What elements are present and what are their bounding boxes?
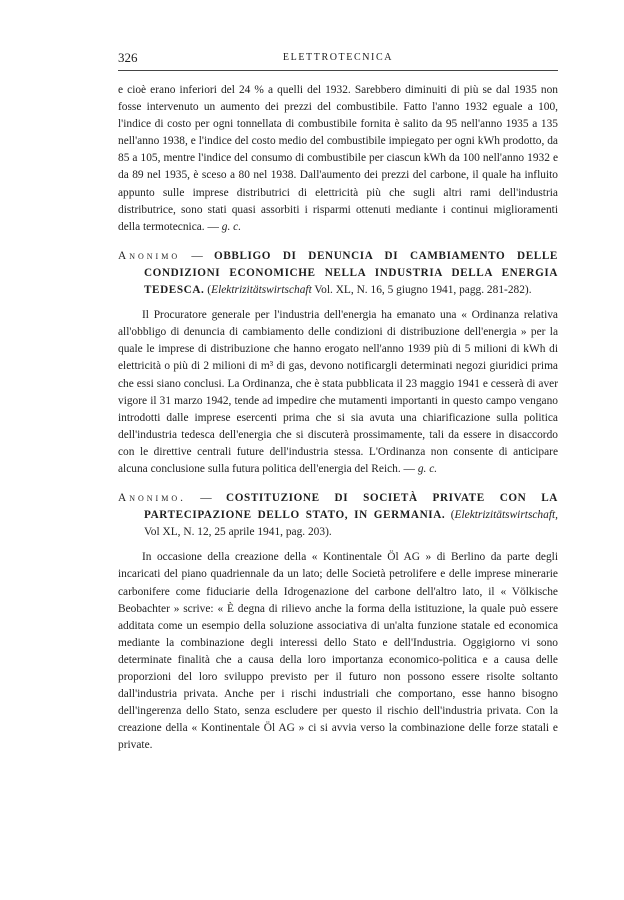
abstract-text-2: [118, 549, 558, 754]
abstract-source-2: Vol XL, N. 12, 25 aprile 1941, pag. 203).: [144, 526, 332, 539]
abstract-text-1: [118, 307, 558, 478]
article-body: [118, 82, 558, 754]
abstract-heading-2: Anonimo. — COSTITUZIONE DI SOCIETÀ PRIVATE CON LA PARTECIPAZIONE DELLO STATO, IN GERMANIA. (Elektrizitätswirtschaft, Vol XL, N. 12, 25 aprile 1941, pag. 203).: [118, 492, 558, 539]
continuation-paragraph: [118, 82, 558, 236]
continuation-text: e cioè erano inferiori del 24 % a quelli del 1932. Sarebbero diminuiti di più se dal 1935 non fosse intervenuto un aumento dei prezzi del combustibile. Fatto l'anno 1932 eguale a 100, l'indice di costo per ogni tonnellata di combustibile fornita è salito da 95 nell'anno 1935 a 135 nell'anno 1938, e l'indice del costo medio del combustibile impiegato per ogni kWh prodotto, da 85 a 105, mentre l'indice del consumo di combustibile per ciascun kWh da 100 nell'anno 1932 e da 89 nel 1935, è sceso a 80 nel 1938. Dall'aumento dei prezzi del carbone, il quale ha influito appunto sulle imprese distributrici di elettricità più che sugli altri rami dell'industria distributrice, sono stati quasi assorbiti i risparmi ottenuti mediante i continui miglioramenti della termotecnica. —: [118, 84, 558, 233]
running-title: ELETTROTECNICA: [282, 52, 394, 63]
abstract-author-1: Anonimo: [118, 249, 181, 262]
abstract-body-2: In occasione della creazione della « Kontinentale Öl AG » di Berlino da parte degli incaricati del piano quadriennale da un lato; delle Società petrolifere e delle imprese minerarie carbonifere come fiduciarie della Idrogenazione del carbone dell'altro lato, il « Völkische Beobachter » scrive: « È degna di rilievo anche la forma della istituzione, la quale può essere additata come un esempio della soluzione associativa di un'alta funzione statale ed economica mediante la combinazione degli interessi dello Stato e dell'Industria. Oggigiorno vi sono determinate finalità che a causa della loro importanza economico-politica e a causa delle proporzioni del loro sviluppo previsto per il futuro non possono essere risolte soltanto dall'industria privata. Anche per i rischi industriali che comportano, esse hanno bisogno dell'ingerenza dello Stato, senza escludere per questo il rischio dell'industria privata. Con la creazione della « Kontinentale Öl AG » ci si avvia verso la combinazione delle forze statali e private.: [118, 551, 558, 752]
abstract-journal-2: Elektrizitätswirtschaft,: [454, 509, 558, 522]
abstract-separator-1: —: [180, 249, 215, 262]
abstract-author-2: Anonimo.: [118, 492, 186, 505]
page-header: [118, 44, 558, 71]
abstract-body-1: Il Procuratore generale per l'industria dell'energia ha emanato una « Ordinanza relativa all'obbligo di denuncia di cambiamento delle condizioni di distribuzione dell'energia » per la quale le imprese di distribuzione che hanno erogato nell'anno 1939 più di 5 milioni di kWh di elettricità o più di 2 milioni di m³ di gas, devono notificargli determinati negozi giuridici prima che essi siano conclusi. La Ordinanza, che è stata pubblicata il 23 maggio 1941 e cesserà di aver vigore il 31 marzo 1942, tende ad impedire che mutamenti importanti in questo campo vengano introdotti dalle imprese esercenti prima che si sia avuta una chiarificazione sulla politica dell'industria tedesca dell'energia che si discuterà prossimamente, tali da essere in disaccordo con le direttive centrali future dell'industria stessa. L'Ordinanza non consente di anticipare alcuna conclusione sulla futura politica dell'energia del Reich. —: [118, 309, 558, 475]
abstract-signature-1: g. c.: [417, 462, 438, 475]
abstract-title-1: OBBLIGO DI DENUNCIA DI CAMBIAMENTO DELLE CONDIZIONI ECONOMICHE NELLA INDUSTRIA DELLA ENERGIA TEDESCA.: [144, 249, 558, 297]
abstract-separator-2: —: [185, 492, 227, 505]
abstract-title-2: COSTITUZIONE DI SOCIETÀ PRIVATE CON LA PARTECIPAZIONE DELLO STATO, IN GERMANIA.: [144, 492, 558, 522]
abstract-heading-1: Anonimo — OBBLIGO DI DENUNCIA DI CAMBIAMENTO DELLE CONDIZIONI ECONOMICHE NELLA INDUSTRIA DELLA ENERGIA TEDESCA. (Elektrizitätswirtschaft Vol. XL, N. 16, 5 giugno 1941, pagg. 281-282).: [118, 249, 558, 297]
abstract-source-1: Vol. XL, N. 16, 5 giugno 1941, pagg. 281-282).: [314, 284, 532, 297]
abstract-journal-1: Elektrizitätswirtschaft: [211, 284, 312, 297]
page-number: 326: [118, 50, 138, 65]
continuation-signature: g. c.: [221, 220, 242, 233]
